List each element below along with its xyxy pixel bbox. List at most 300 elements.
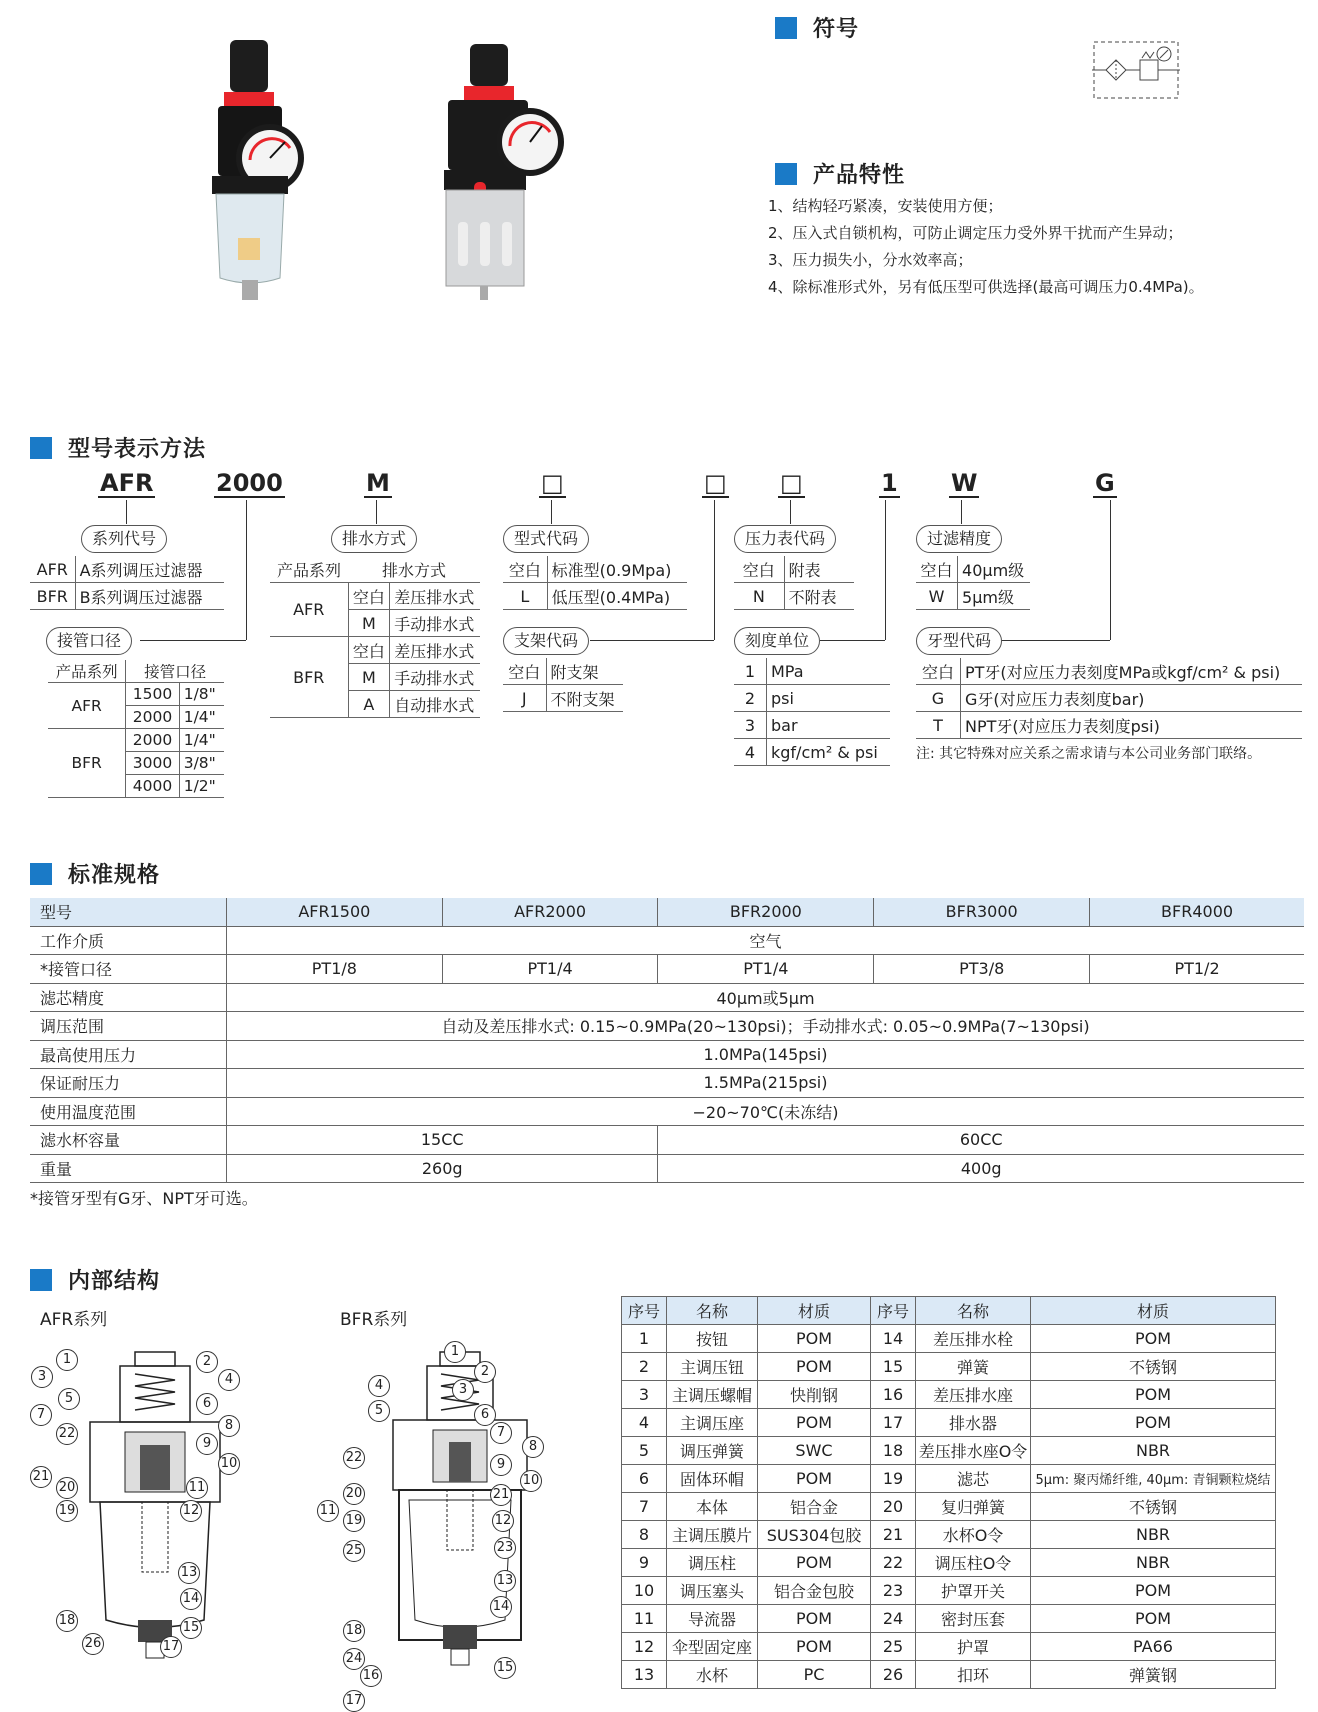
part-number: 16 — [871, 1381, 916, 1409]
type-desc: 标准型(0.9Mpa) — [547, 556, 687, 583]
drain-code: A — [348, 691, 390, 718]
part-material: PA66 — [1031, 1633, 1276, 1661]
bracket-key: J — [503, 685, 546, 712]
part-material: POM — [758, 1465, 871, 1493]
thread-desc: PT牙(对应压力表刻度MPa或kgf/cm² & psi) — [961, 658, 1303, 685]
afr-callout: 21 — [30, 1466, 52, 1488]
part-number: 4 — [622, 1409, 667, 1437]
part-material: 5μm: 聚丙烯纤维, 40μm: 青铜颗粒烧结 — [1031, 1465, 1276, 1493]
parts-row — [622, 1549, 1276, 1577]
parts-row — [622, 1521, 1276, 1549]
part-name: 调压柱 — [667, 1549, 758, 1577]
pneumatic-symbol-icon — [1092, 40, 1180, 100]
part-name: 护罩开关 — [916, 1577, 1031, 1605]
part-number: 18 — [871, 1437, 916, 1465]
afr-product-photo — [190, 38, 320, 303]
series-row — [30, 556, 224, 583]
code-type: □ — [541, 469, 564, 497]
bfr-callout: 10 — [520, 1470, 542, 1492]
afr-callout: 14 — [180, 1588, 202, 1610]
spec-row — [30, 1069, 1304, 1098]
part-material: SWC — [758, 1437, 871, 1465]
spec-label: 最高使用压力 — [30, 1040, 227, 1069]
port-series: BFR — [48, 729, 126, 798]
drain-method-label: 排水方式 — [331, 525, 417, 553]
port-header: 接管口径 — [126, 660, 224, 683]
afr-callout: 12 — [180, 1500, 202, 1522]
code-thread: G — [1095, 469, 1115, 497]
part-number: 17 — [871, 1409, 916, 1437]
port-model: 2000 — [126, 706, 179, 729]
part-number: 19 — [871, 1465, 916, 1493]
feature-item: 4、除标准形式外，另有低压型可供选择(最高可调压力0.4MPa)。 — [768, 278, 1204, 296]
bfr-callout: 15 — [494, 1657, 516, 1679]
port-header-row — [48, 660, 224, 683]
parts-row — [622, 1633, 1276, 1661]
connector-line — [126, 500, 127, 524]
parts-header: 材质 — [1031, 1297, 1276, 1325]
afr-callout: 17 — [160, 1636, 182, 1658]
part-name: 水杯O令 — [916, 1521, 1031, 1549]
type-key: L — [503, 583, 547, 610]
port-model: 2000 — [126, 729, 179, 752]
part-material: POM — [1031, 1381, 1276, 1409]
spec-value: 400g — [658, 1154, 1304, 1183]
part-material: 不锈钢 — [1031, 1493, 1276, 1521]
part-number: 7 — [622, 1493, 667, 1521]
part-name: 差压排水座O令 — [916, 1437, 1031, 1465]
spec-value: PT1/8 — [227, 955, 443, 984]
code-series: AFR — [100, 469, 154, 497]
series-row — [30, 583, 224, 610]
spec-header-cell: AFR1500 — [227, 898, 443, 926]
gauge-key: 空白 — [734, 556, 784, 583]
connector-line — [790, 500, 791, 524]
spec-row — [30, 1012, 1304, 1041]
port-size: 1/4" — [179, 729, 224, 752]
parts-row — [622, 1325, 1276, 1353]
bfr-callout: 24 — [343, 1648, 365, 1670]
features-section-title: 产品特性 — [775, 158, 905, 189]
parts-header-row — [622, 1297, 1276, 1325]
spec-label: *接管口径 — [30, 955, 227, 984]
port-size: 1/2" — [179, 775, 224, 798]
thread-row — [916, 712, 1302, 739]
part-name: 主调压膜片 — [667, 1521, 758, 1549]
connector-line — [246, 500, 247, 640]
bfr-callout: 8 — [522, 1436, 544, 1458]
bfr-callout: 22 — [343, 1447, 365, 1469]
spec-value: 60CC — [658, 1126, 1304, 1155]
spec-row — [30, 983, 1304, 1012]
part-number: 9 — [622, 1549, 667, 1577]
filter-grade-table — [916, 556, 1030, 610]
spec-value: 1.0MPa(145psi) — [227, 1040, 1305, 1069]
scale-row — [734, 658, 890, 685]
spec-label: 重量 — [30, 1154, 227, 1183]
afr-callout: 6 — [196, 1393, 218, 1415]
afr-callout: 10 — [218, 1453, 240, 1475]
spec-label: 滤水杯容量 — [30, 1126, 227, 1155]
bfr-callout: 7 — [490, 1422, 512, 1444]
connector-line — [885, 500, 886, 640]
afr-callout: 8 — [218, 1415, 240, 1437]
thread-desc: G牙(对应压力表刻度bar) — [961, 685, 1303, 712]
part-material: POM — [758, 1633, 871, 1661]
spec-note: *接管牙型有G牙、NPT牙可选。 — [30, 1189, 258, 1208]
bfr-callout: 25 — [343, 1540, 365, 1562]
afr-callout: 2 — [196, 1351, 218, 1373]
part-number: 1 — [622, 1325, 667, 1353]
drain-code: 空白 — [348, 637, 390, 664]
connector-line — [140, 640, 246, 641]
type-row — [503, 556, 687, 583]
parts-row — [622, 1353, 1276, 1381]
bfr-callout: 14 — [490, 1596, 512, 1618]
bracket-desc: 附支架 — [546, 658, 623, 685]
thread-type-table — [916, 658, 1302, 739]
spec-row — [30, 1126, 1304, 1155]
afr-callout: 1 — [56, 1349, 78, 1371]
part-material: PC — [758, 1661, 871, 1689]
afr-callout: 18 — [56, 1610, 78, 1632]
spec-header-cell: BFR4000 — [1090, 898, 1304, 926]
series-code-table — [30, 556, 224, 610]
thread-key: G — [916, 685, 961, 712]
thread-desc: NPT牙(对应压力表刻度psi) — [961, 712, 1303, 739]
feature-item: 1、结构轻巧紧凑，安装使用方便； — [768, 197, 1003, 215]
spec-label: 调压范围 — [30, 1012, 227, 1041]
part-name: 弹簧 — [916, 1353, 1031, 1381]
spec-value: PT1/4 — [658, 955, 874, 984]
bfr-callout: 23 — [494, 1537, 516, 1559]
parts-row — [622, 1381, 1276, 1409]
thread-row — [916, 658, 1302, 685]
part-material: POM — [1031, 1325, 1276, 1353]
part-name: 固体环帽 — [667, 1465, 758, 1493]
part-name: 主调压螺帽 — [667, 1381, 758, 1409]
bracket-code-label: 支架代码 — [503, 627, 589, 655]
part-number: 12 — [622, 1633, 667, 1661]
part-material: POM — [1031, 1605, 1276, 1633]
scale-desc: kgf/cm² & psi — [767, 739, 891, 766]
bfr-callout: 12 — [492, 1510, 514, 1532]
part-number: 3 — [622, 1381, 667, 1409]
spec-label: 使用温度范围 — [30, 1097, 227, 1126]
spec-value: PT3/8 — [874, 955, 1090, 984]
drain-series: BFR — [270, 637, 348, 718]
spec-value: 15CC — [227, 1126, 658, 1155]
spec-value: 自动及差压排水式: 0.15~0.9MPa(20~130psi)；手动排水式: 0.05~0.9MPa(7~130psi) — [227, 1012, 1305, 1041]
part-name: 主调压钮 — [667, 1353, 758, 1381]
spec-header-cell: 型号 — [30, 898, 227, 926]
bfr-callout: 20 — [343, 1483, 365, 1505]
parts-header: 名称 — [916, 1297, 1031, 1325]
spec-value: PT1/4 — [442, 955, 658, 984]
bfr-product-photo — [430, 42, 570, 302]
port-size-label: 接管口径 — [46, 627, 132, 655]
code-filter: W — [951, 469, 978, 497]
part-number: 15 — [871, 1353, 916, 1381]
spec-label: 保证耐压力 — [30, 1069, 227, 1098]
part-name: 本体 — [667, 1493, 758, 1521]
part-material: POM — [1031, 1577, 1276, 1605]
bfr-callout: 13 — [494, 1570, 516, 1592]
bfr-callout: 11 — [317, 1500, 339, 1522]
part-number: 25 — [871, 1633, 916, 1661]
part-material: POM — [1031, 1409, 1276, 1437]
filter-desc: 40μm级 — [958, 556, 1030, 583]
gauge-code-label: 压力表代码 — [734, 525, 836, 553]
feature-item: 3、压力损失小，分水效率高； — [768, 251, 973, 269]
drain-desc: 差压排水式 — [390, 637, 480, 664]
bfr-callout: 2 — [474, 1361, 496, 1383]
spec-value: PT1/2 — [1090, 955, 1304, 984]
filter-row — [916, 583, 1030, 610]
section-marker — [30, 1269, 52, 1291]
drain-row — [270, 637, 480, 664]
part-number: 2 — [622, 1353, 667, 1381]
bracket-row — [503, 658, 623, 685]
spec-header-cell: AFR2000 — [442, 898, 658, 926]
part-number: 20 — [871, 1493, 916, 1521]
gauge-desc: 不附表 — [784, 583, 854, 610]
drain-header: 产品系列 — [270, 556, 348, 583]
afr-callout: 5 — [58, 1388, 80, 1410]
filter-key: W — [916, 583, 958, 610]
part-name: 扣环 — [916, 1661, 1031, 1689]
afr-callout: 26 — [82, 1633, 104, 1655]
connector-line — [961, 500, 962, 524]
port-size: 1/4" — [179, 706, 224, 729]
parts-table — [621, 1296, 1276, 1689]
filter-desc: 5μm级 — [958, 583, 1030, 610]
gauge-desc: 附表 — [784, 556, 854, 583]
gauge-key: N — [734, 583, 784, 610]
drain-desc: 自动排水式 — [390, 691, 480, 718]
gauge-code-table — [734, 556, 854, 610]
part-name: 复归弹簧 — [916, 1493, 1031, 1521]
type-key: 空白 — [503, 556, 547, 583]
drain-desc: 差压排水式 — [390, 583, 480, 610]
series-desc: A系列调压过滤器 — [75, 556, 224, 583]
afr-callout: 11 — [186, 1477, 208, 1499]
drain-code: M — [348, 610, 390, 637]
scale-key: 4 — [734, 739, 767, 766]
part-material: POM — [758, 1605, 871, 1633]
part-number: 23 — [871, 1577, 916, 1605]
port-model: 4000 — [126, 775, 179, 798]
port-row — [48, 683, 224, 706]
part-name: 护罩 — [916, 1633, 1031, 1661]
bracket-code-table — [503, 658, 623, 712]
model-section-title: 型号表示方法 — [30, 432, 206, 463]
filter-row — [916, 556, 1030, 583]
section-marker — [775, 163, 797, 185]
bfr-callout: 16 — [360, 1665, 382, 1687]
thread-key: T — [916, 712, 961, 739]
spec-header-cell: BFR3000 — [874, 898, 1090, 926]
part-number: 14 — [871, 1325, 916, 1353]
part-material: 铝合金 — [758, 1493, 871, 1521]
series-code-label: 系列代号 — [81, 525, 167, 553]
code-bracket: □ — [704, 469, 727, 497]
connector-line — [714, 500, 715, 640]
afr-callout: 9 — [196, 1433, 218, 1455]
type-row — [503, 583, 687, 610]
drain-header-row — [270, 556, 480, 583]
port-size: 3/8" — [179, 752, 224, 775]
spec-row — [30, 1154, 1304, 1183]
part-material: POM — [758, 1549, 871, 1577]
bracket-key: 空白 — [503, 658, 546, 685]
parts-body — [622, 1325, 1276, 1689]
scale-desc: MPa — [767, 658, 891, 685]
spec-header-cell: BFR2000 — [658, 898, 874, 926]
part-number: 13 — [622, 1661, 667, 1689]
part-name: 伞型固定座 — [667, 1633, 758, 1661]
code-gauge: □ — [780, 469, 803, 497]
code-drain: M — [366, 469, 390, 497]
spec-label: 工作介质 — [30, 926, 227, 955]
spec-row — [30, 1040, 1304, 1069]
scale-row — [734, 685, 890, 712]
part-number: 10 — [622, 1577, 667, 1605]
port-row — [48, 729, 224, 752]
afr-callout: 19 — [56, 1500, 78, 1522]
parts-header: 名称 — [667, 1297, 758, 1325]
drain-code: 空白 — [348, 583, 390, 610]
parts-row — [622, 1493, 1276, 1521]
symbol-section-title: 符号 — [775, 12, 859, 43]
bfr-callout: 9 — [490, 1454, 512, 1476]
drain-method-table — [270, 556, 480, 718]
structure-section-title: 内部结构 — [30, 1264, 160, 1295]
part-name: 密封压套 — [916, 1605, 1031, 1633]
port-series: AFR — [48, 683, 126, 729]
spec-label: 滤芯精度 — [30, 983, 227, 1012]
part-name: 水杯 — [667, 1661, 758, 1689]
spec-row — [30, 955, 1304, 984]
connector-line — [376, 500, 377, 524]
spec-table — [30, 898, 1304, 1183]
part-name: 调压弹簧 — [667, 1437, 758, 1465]
part-name: 调压塞头 — [667, 1577, 758, 1605]
spec-row — [30, 1097, 1304, 1126]
part-name: 滤芯 — [916, 1465, 1031, 1493]
type-code-table — [503, 556, 687, 610]
section-marker — [30, 863, 52, 885]
afr-callout: 20 — [56, 1477, 78, 1499]
thread-note: 注: 其它特殊对应关系之需求请与本公司业务部门联络。 — [916, 746, 1262, 762]
part-name: 调压柱O令 — [916, 1549, 1031, 1577]
parts-header: 序号 — [622, 1297, 667, 1325]
part-name: 主调压座 — [667, 1409, 758, 1437]
scale-desc: bar — [767, 712, 891, 739]
afr-callout: 15 — [180, 1617, 202, 1639]
part-number: 5 — [622, 1437, 667, 1465]
spec-value: −20~70℃(未冻结) — [227, 1097, 1305, 1126]
drain-code: M — [348, 664, 390, 691]
port-size-table — [48, 660, 224, 798]
bfr-callout: 5 — [368, 1400, 390, 1422]
feature-item: 2、压入式自锁机构，可防止调定压力受外界干扰而产生异动； — [768, 224, 1183, 242]
scale-key: 2 — [734, 685, 767, 712]
bfr-callout: 4 — [368, 1375, 390, 1397]
parts-row — [622, 1605, 1276, 1633]
drain-header: 排水方式 — [348, 556, 480, 583]
afr-callout: 4 — [218, 1369, 240, 1391]
part-material: POM — [758, 1409, 871, 1437]
bfr-series-label: BFR系列 — [340, 1310, 408, 1330]
drain-series: AFR — [270, 583, 348, 637]
connector-line — [1110, 500, 1111, 640]
part-number: 11 — [622, 1605, 667, 1633]
parts-header: 材质 — [758, 1297, 871, 1325]
section-marker — [775, 17, 797, 39]
code-scale: 1 — [881, 469, 898, 497]
part-material: NBR — [1031, 1521, 1276, 1549]
port-model: 3000 — [126, 752, 179, 775]
scale-unit-label: 刻度单位 — [734, 627, 820, 655]
spec-value: 空气 — [227, 926, 1305, 955]
part-name: 导流器 — [667, 1605, 758, 1633]
connector-line — [551, 500, 552, 524]
scale-row — [734, 712, 890, 739]
afr-callout: 13 — [178, 1562, 200, 1584]
afr-callout: 22 — [56, 1423, 78, 1445]
series-key: AFR — [30, 556, 75, 583]
gauge-row — [734, 583, 854, 610]
part-material: 不锈钢 — [1031, 1353, 1276, 1381]
spec-value: 1.5MPa(215psi) — [227, 1069, 1305, 1098]
bfr-callout: 18 — [343, 1620, 365, 1642]
spec-value: 40μm或5μm — [227, 983, 1305, 1012]
series-desc: B系列调压过滤器 — [75, 583, 224, 610]
parts-row — [622, 1577, 1276, 1605]
bfr-callout: 1 — [444, 1341, 466, 1363]
scale-row — [734, 739, 890, 766]
port-size: 1/8" — [179, 683, 224, 706]
connector-line — [820, 640, 885, 641]
part-name: 按钮 — [667, 1325, 758, 1353]
spec-value: 260g — [227, 1154, 658, 1183]
thread-type-label: 牙型代码 — [916, 627, 1002, 655]
afr-series-label: AFR系列 — [40, 1310, 108, 1330]
afr-callout: 7 — [30, 1404, 52, 1426]
series-key: BFR — [30, 583, 75, 610]
part-number: 8 — [622, 1521, 667, 1549]
bfr-callout: 3 — [452, 1379, 474, 1401]
scale-key: 3 — [734, 712, 767, 739]
code-port: 2000 — [216, 469, 283, 497]
drain-row — [270, 583, 480, 610]
part-material: 铝合金包胶 — [758, 1577, 871, 1605]
thread-row — [916, 685, 1302, 712]
scale-key: 1 — [734, 658, 767, 685]
part-number: 22 — [871, 1549, 916, 1577]
afr-callout: 3 — [31, 1366, 53, 1388]
part-number: 24 — [871, 1605, 916, 1633]
spec-row — [30, 926, 1304, 955]
part-material: 弹簧钢 — [1031, 1661, 1276, 1689]
thread-key: 空白 — [916, 658, 961, 685]
filter-key: 空白 — [916, 556, 958, 583]
scale-desc: psi — [767, 685, 891, 712]
part-name: 排水器 — [916, 1409, 1031, 1437]
parts-row — [622, 1437, 1276, 1465]
bfr-callout: 19 — [343, 1510, 365, 1532]
